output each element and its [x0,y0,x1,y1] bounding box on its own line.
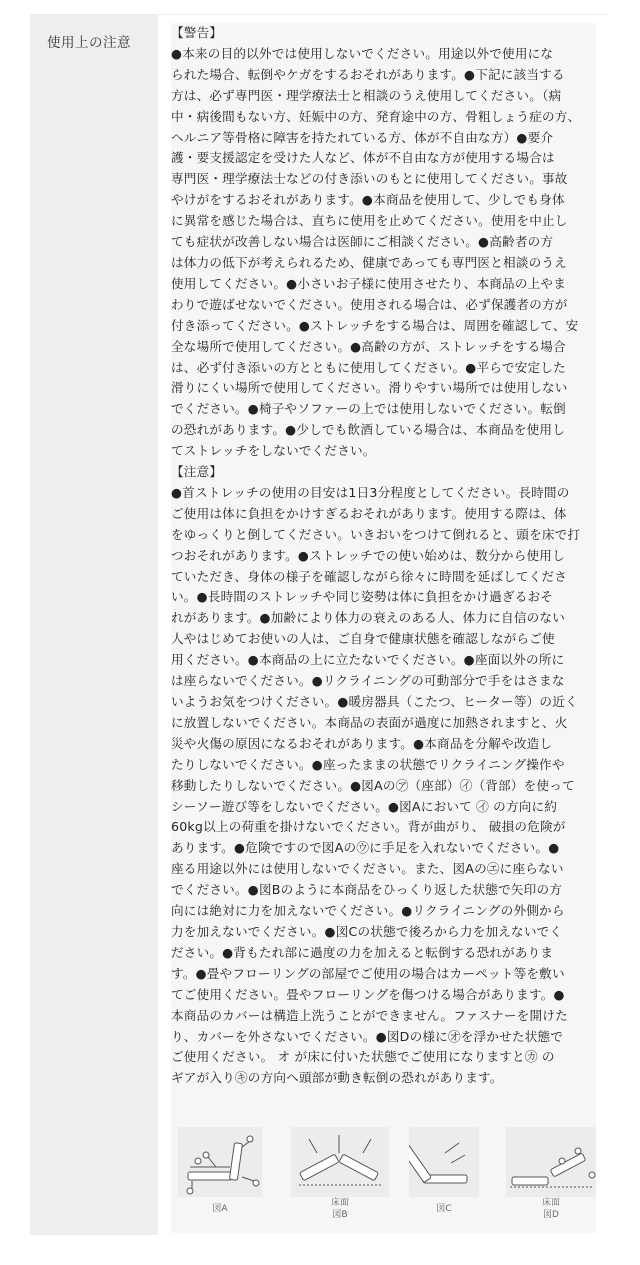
spec-label: 使用上の注意 [47,35,131,51]
figure-b [291,1127,389,1220]
figure-b-caption: 図B [332,1210,348,1220]
spec-label-cell [30,15,158,1235]
usage-precautions-text: 【警告】 ●本来の目的以外では使用しないでください。用途以外で使用にな られた場合、転倒やケガをするおそれがあります。●下記に該当する 方は、必ず専門医・理学療法士と相談のうえ使用してください。（病 中・病後間もない方、妊娠中の方、発育途中の方、骨粗しょう症の方、 ヘルニア等骨格に障害を持たれている方、体が不自由な方）●要介 護・要支援認定を受けた人など、体が不自由な方が使用する場合は 専門医・理学療法士などの付き添いのもとに使用してください。事故 やけがをするおそれがあります。●本商品を使用して、少しでも身体 に異常を感じた場合は、直ちに使用を止めてください。使用を中止し ても症状が改善しない場合は医師にご相談ください。●高齢者の方 は体力の低下が考えられるため、健康であっても専門医と相談のうえ 使用してください。●小さいお子様に使用させたり、本商品の上やま わりで遊ばせないでください。使用される場合は、必ず保護者の方が 付き添ってください。●ストレッチをする場合は、周囲を確認して、安 全な場所で使用してください。●高齢の方が、ストレッチをする場合 は、必ず付き添いの方とともに使用してください。●平らで安定した 滑りにくい場所で使用してください。滑りやすい場所では使用しない でください。●椅子やソファーの上では使用しないでください。転倒 の恐れがあります。●少しでも飲酒している場合は、本商品を使用し てストレッチをしないでください。 【注意】 ●首ストレッチの使用の目安は1日3分程度としてください。長時間の ご使用は体に負担をかけすぎるおそれがあります。使用する際は、体 をゆっくりと倒してください。いきおいをつけて倒れると、頭を床で打 つおそれがあります。●ストレッチでの使い始めは、数分から使用し ていただき、身体の様子を確認しながら徐々に時間を延ばしてくださ い。●長時間のストレッチや同じ姿勢は体に負担をかけ過ぎるおそ れがあります。●加齢により体力の衰えのある人、体力に自信のない 人やはじめてお使いの人は、ご自身で健康状態を確認しながらご使 用ください。●本商品の上に立たないでください。●座面以外の所に は座らないでください。●リクライニングの可動部分で手をはさまな いようお気をつけください。●暖房器具（こたつ、ヒーター等）の近く に放置しないでください。本商品の表面が過度に加熱されますと、火 災や火傷の原因になるおそれがあります。●本商品を分解や改造し たりしないでください。●座ったままの状態でリクライニング操作や 移動したりしないでください。●図Aの㋐（座部）㋑（背部）を使って シーソー遊び等をしないでください。●図Aにおいて ㋑ の方向に約 60kg以上の荷重を掛けないでください。背が曲がり、 破損の危険が あります。●危険ですので図Aの㋒に手足を入れないでください。● 座る用途以外には使用しないでください。また、図Aの㋓に座らない でください。●図Bのように本商品をひっくり返した状態で矢印の方 向には絶対に力を加えないでください。●リクライニングの外側から 力を加えないでください。●図Cの状態で後ろから力を加えないでく ださい。●背もたれ部に過度の力を加えると転倒する恐れがありま す。●畳やフローリングの部屋でご使用の場合はカーペット等を敷い てご使用ください。畳やフローリングを傷つける場合があります。● 本商品のカバーは構造上洗うことができません。ファスナーを開けた り、カバーを外さないでください。●図Dの様に㋔を浮かせた状態で ご使用ください。 オ が床に付いた状態でご使用になりますと㋕ の ギアが入り㋖の方向へ頭部が動き転倒の恐れがあります。 [171,25,581,1086]
figure-a-seat-diagram-icon [178,1127,262,1197]
figure-d-lifted-diagram-icon [506,1127,596,1197]
figure-c [409,1127,479,1215]
specification-row [30,14,607,1235]
figure-a [178,1127,262,1215]
spec-content-cell [171,23,596,1233]
figure-a-caption: 図A [212,1204,228,1214]
figure-b-floor-label: 床面 [330,1198,349,1208]
figure-c-caption: 図C [436,1204,452,1214]
figure-d-caption: 図D [543,1210,559,1220]
figure-b-overturned-diagram-icon [291,1127,389,1197]
figure-d [506,1127,596,1220]
figure-d-floor-label: 床面 [541,1198,560,1208]
figure-c-back-force-diagram-icon [409,1127,479,1197]
